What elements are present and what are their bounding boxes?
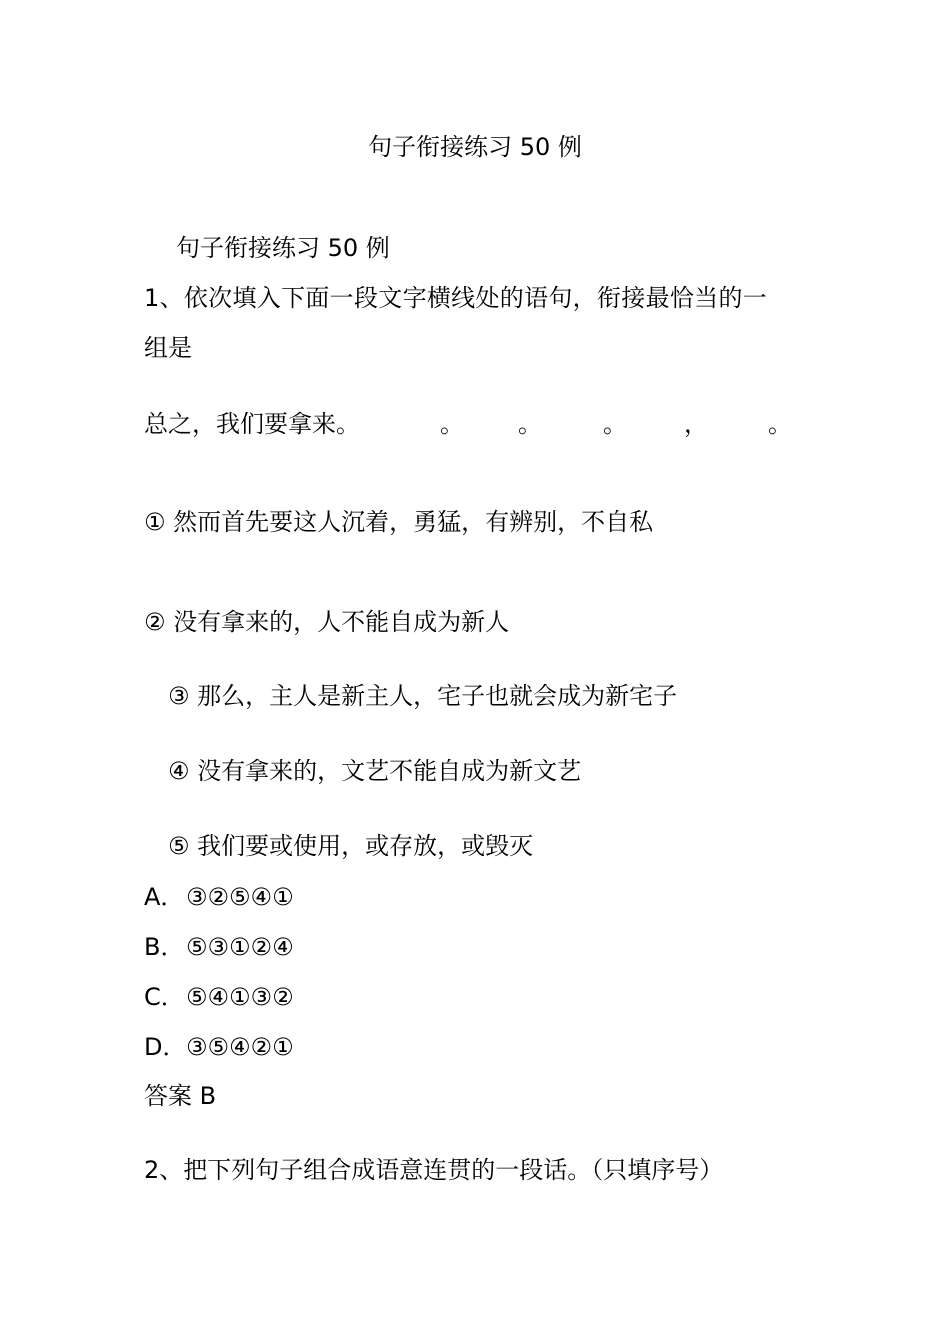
fill-blank-mark-1: 。 [440,410,464,438]
question-1-prompt-line-1: 1、依次填入下面一段文字横线处的语句，衔接最恰当的一 [144,284,768,312]
question-1-fill-text: 总之，我们要拿来。 [144,410,360,438]
fill-blank-mark-4: ， [684,410,708,438]
sentence-3: ③ 那么，主人是新主人，宅子也就会成为新宅子 [168,682,678,710]
option-b [144,933,294,962]
sentence-4: ④ 没有拿来的，文艺不能自成为新文艺 [168,757,582,785]
question-1-prompt-line-2: 组是 [144,334,192,362]
fill-blank-mark-2: 。 [518,410,542,438]
fill-blank-mark-3: 。 [603,410,627,438]
document-title: 句子衔接练习 50 例 [368,133,582,161]
option-letter: D． [144,1033,187,1061]
question-2-prompt: 2、把下列句子组合成语意连贯的一段话。（只填序号） [144,1156,724,1184]
option-letter: B． [144,933,185,961]
option-value: ③②⑤④① [186,883,294,911]
sentence-2: ② 没有拿来的，人不能自成为新人 [144,608,510,636]
sentence-1: ① 然而首先要这人沉着，勇猛，有辨别，不自私 [144,508,654,536]
document-subtitle: 句子衔接练习 50 例 [176,234,390,262]
option-value: ③⑤④②① [186,1033,294,1061]
sentence-5: ⑤ 我们要或使用，或存放，或毁灭 [168,832,534,860]
option-d [144,1033,294,1062]
fill-blank-mark-5: 。 [768,410,792,438]
option-value: ⑤④①③② [186,983,294,1011]
option-letter: C． [144,983,185,1011]
option-letter: A． [144,883,185,911]
question-1-answer: 答案 B [144,1082,217,1110]
option-c [144,983,294,1012]
option-a [144,883,294,912]
option-value: ⑤③①②④ [186,933,294,961]
